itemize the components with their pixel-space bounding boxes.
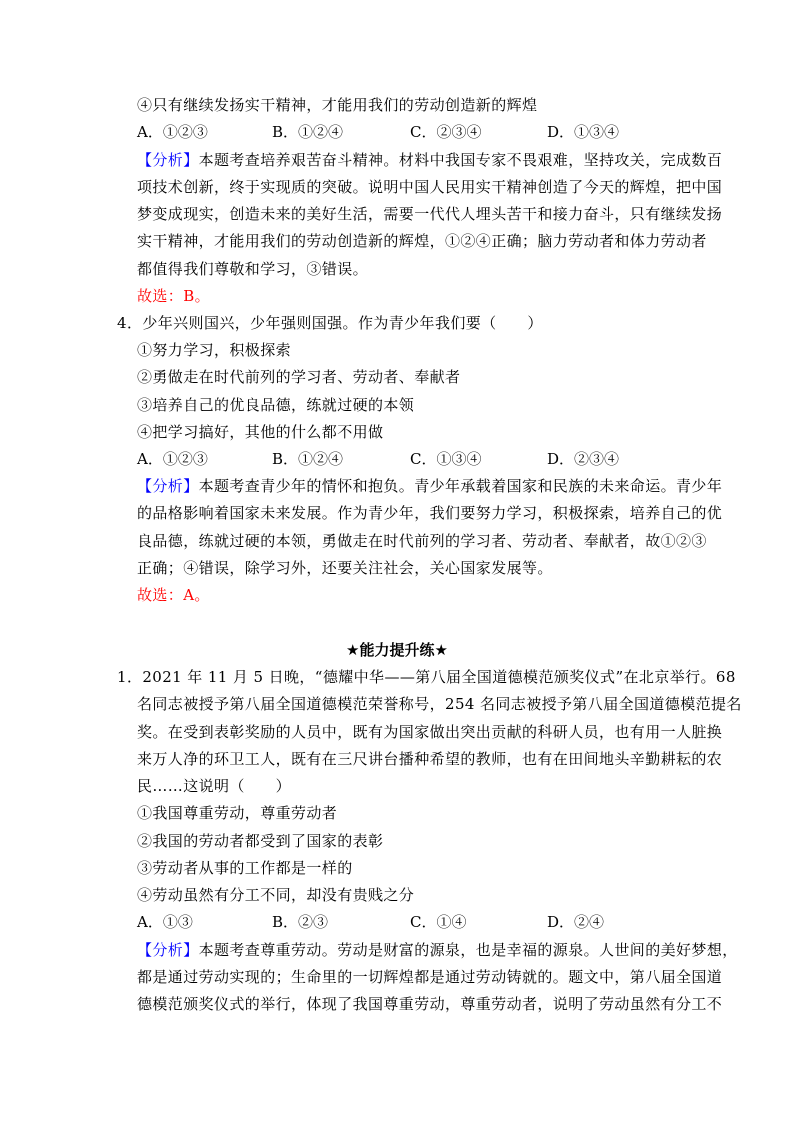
p1-option-2: ②我国的劳动者都受到了国家的表彰 [137,832,384,850]
p1-analysis-text-1: 本题考查尊重劳动。劳动是财富的源泉，也是幸福的源泉。人世间的美好梦想， [198,941,738,959]
q4-analysis-line-3: 良品德，练就过硬的本领，勇做走在时代前列的学习者、劳动者、奉献者，故①②③ [137,532,707,550]
q4-analysis-line-2: 的品格影响着国家未来发展。作为青少年，我们要努力学习，积极探索，培养自己的优 [137,504,723,522]
p1-option-4: ④劳动虽然有分工不同，却没有贵贱之分 [137,886,415,904]
q4-choice-b: B．①②④ [272,450,344,468]
p1-option-1: ①我国尊重劳动，尊重劳动者 [137,804,338,822]
q4-answer: 故选：A。 [137,586,210,604]
q3-analysis-line-4: 实干精神，才能用我们的劳动创造新的辉煌，①②④正确；脑力劳动者和体力劳动者 [137,232,707,250]
p1-analysis-tag: 【分析】 [137,941,199,959]
section-title: ★能力提升练★ [346,641,448,659]
q4-option-1: ①努力学习，积极探索 [137,341,292,359]
q4-option-4: ④把学习搞好，其他的什么都不用做 [137,423,384,441]
q3-answer: 故选：B。 [137,287,211,305]
q3-analysis-line-1 [137,150,722,170]
q4-choice-d: D．②③④ [547,450,620,468]
q4-option-2: ②勇做走在时代前列的学习者、劳动者、奉献者 [137,368,461,386]
q4-option-3: ③培养自己的优良品德，练就过硬的本领 [137,396,415,414]
p1-stem-line-5: 民……这说明（ ） [137,777,292,795]
q4-choice-a: A．①②③ [137,450,208,468]
q3-analysis-line-5: 都值得我们尊敬和学习，③错误。 [137,260,369,278]
q4-choice-c: C．①③④ [410,450,482,468]
q4-analysis-line-1 [137,476,722,496]
p1-stem-line-2: 名同志被授予第八届全国道德模范荣誉称号，254 名同志被授予第八届全国道德模范提名 [137,695,742,713]
p1-option-3: ③劳动者从事的工作都是一样的 [137,859,353,877]
p1-choice-a: A．①③ [137,913,193,931]
q3-analysis-line-2: 项技术创新，终于实现质的突破。说明中国人民用实干精神创造了今天的辉煌，把中国 [137,178,723,196]
q3-analysis-line-3: 梦变成现实，创造未来的美好生活，需要一代代人埋头苦干和接力奋斗，只有继续发扬 [137,205,723,223]
p1-analysis-line-1 [137,940,738,960]
p1-analysis-line-3: 德模范颁奖仪式的举行，体现了我国尊重劳动，尊重劳动者，说明了劳动虽然有分工不 [137,995,723,1013]
p1-stem-line-4: 来万人净的环卫工人，既有在三尺讲台播种希望的教师，也有在田间地头辛勤耕耘的农 [137,750,723,768]
q3-choice-c: C．②③④ [410,123,482,141]
p1-stem-line-3: 奖。在受到表彰奖励的人员中，既有为国家做出突出贡献的科研人员，也有用一人脏换 [137,723,723,741]
q3-analysis-text-1: 本题考查培养艰苦奋斗精神。材料中我国专家不畏艰难，坚持攻关，完成数百 [198,151,723,169]
q4-analysis-text-1: 本题考查青少年的情怀和抱负。青少年承载着国家和民族的未来命运。青少年 [198,477,723,495]
q3-option-4: ④只有继续发扬实干精神，才能用我们的劳动创造新的辉煌 [137,96,538,114]
p1-analysis-line-2: 都是通过劳动实现的；生命里的一切辉煌都是通过劳动铸就的。题文中，第八届全国道 [137,968,723,986]
p1-stem-line-1: 1．2021 年 11 月 5 日晚，“德耀中华——第八届全国道德模范颁奖仪式”在北京举行。68 [117,668,736,686]
q4-stem: 4．少年兴则国兴，少年强则国强。作为青少年我们要（ ） [117,314,543,332]
p1-choice-b: B．②③ [272,913,329,931]
q3-analysis-tag: 【分析】 [137,151,199,169]
q3-choice-a: A．①②③ [137,123,208,141]
q3-choice-b: B．①②④ [272,123,344,141]
p1-choice-c: C．①④ [410,913,467,931]
q3-choice-d: D．①③④ [547,123,620,141]
q4-analysis-tag: 【分析】 [137,477,199,495]
p1-choice-d: D．②④ [547,913,605,931]
q4-analysis-line-4: 正确；④错误，除学习外，还要关注社会，关心国家发展等。 [137,559,553,577]
